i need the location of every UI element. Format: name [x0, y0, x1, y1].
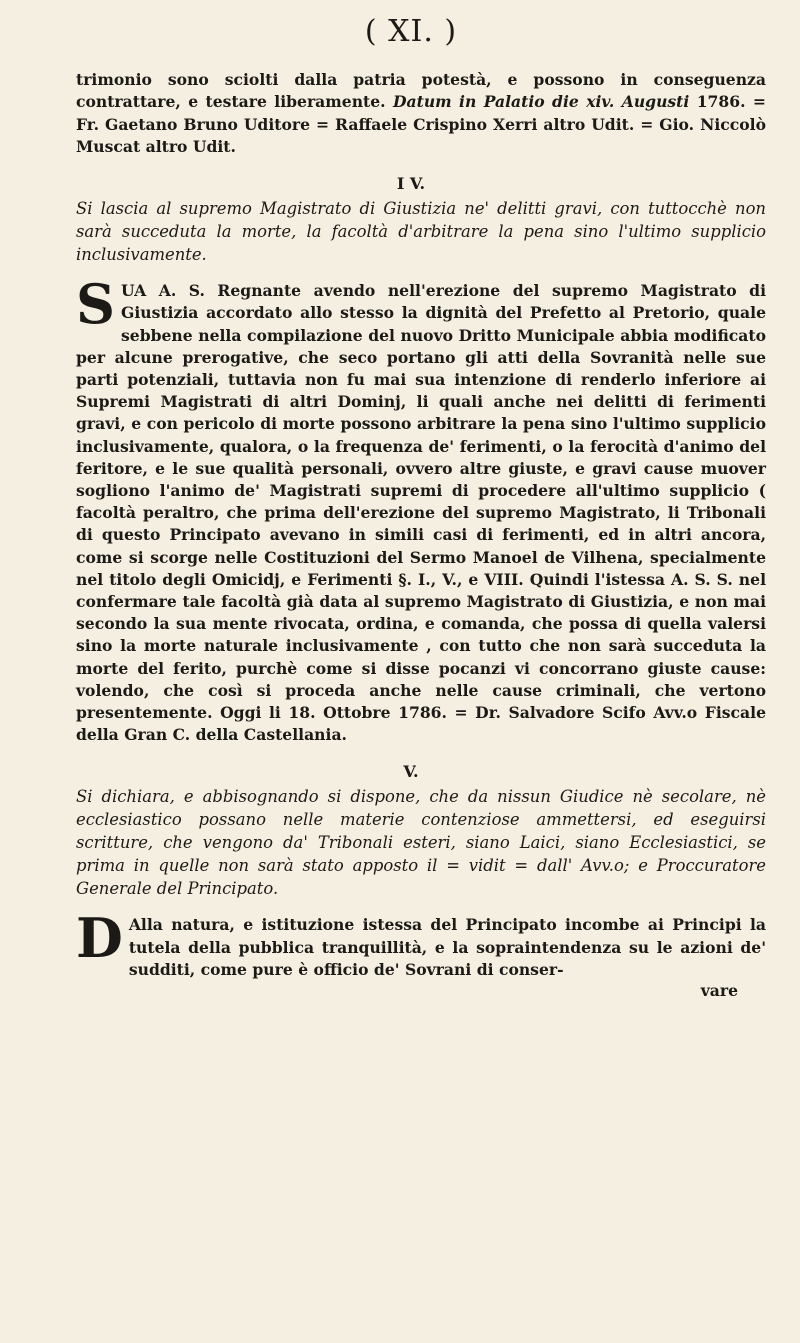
section-iv-heading: Si lascia al supremo Magistrato di Giustizia ne' delitti gravi, con tuttocchè non sarà succeduta la morte, la facoltà d'arbitrare la pena sino l'ultimo supplicio inclusivamente. — [76, 199, 766, 265]
section-v-heading: Si dichiara, e abbisognando si dispone, che da nissun Giudice nè secolare, nè ecclesiastico possano nelle materie contenziose ammettersi, ed eseguirsi scritture, che vengono da' Tribonali esteri, siano Laici, siano Ecclesiastici, se prima in quelle non sarà stato apposto il = vidit = dall' Avv.o; e Proccuratore Generale del Principato. — [76, 787, 766, 899]
section-iv-number: I V. — [396, 174, 426, 194]
section-iv-body — [76, 272, 766, 746]
section-v-body — [76, 906, 766, 981]
section-v-text: Alla natura, e istituzione istessa del Principato incombe ai Principi la tutela della pubblica tranquillità, e la sopraintendenza su le azioni de' sudditi, come pure è officio de' Sovrani di conser- — [128, 915, 766, 979]
page-number: ( XI. ) — [364, 14, 458, 49]
section-iv-dropcap: S — [76, 272, 115, 337]
section-v-number: V. — [403, 762, 419, 782]
section-v-dropcap: D — [76, 906, 123, 971]
intro-text: trimonio sono sciolti dalla patria potestà, e possono in conseguenza contrattare, e testare liberamente. — [76, 70, 766, 112]
section-iv-text: UA A. S. Regnante avendo nell'erezione del supremo Magistrato di Giustizia accordato allo stesso la dignità del Prefetto al Pretorio, quale sebbene nella compilazione del nuovo Dritto Municipale abbia modificato per alcune prerogative, che seco portano gli atti della Sovranità nelle sue parti potenziali, tuttavia non fu mai sua intenzione di renderlo inferiore ai Supremi Magistrati di altri Dominj, li quali anche nei delitti di ferimenti gravi, e con pericolo di morte possono arbitrare la pena sino l'ultimo supplicio inclusivamente, qualora, o la frequenza de' ferimenti, o la ferocità d'animo del feritore, e le sue qualità personali, ovvero altre giuste, e gravi cause muover sogliono l'animo de' Magistrati supremi di procedere all'ultimo supplicio ( facoltà peraltro, che prima dell'erezione del supremo Magistrato, li Tribonali di questo Principato avevano in simili casi di ferimenti, ed in altri ancora, come si scorge nelle Costituzioni del Sermo Manoel de Vilhena, specialmente nel titolo degli Omicidj, e Ferimenti §. I., V., e VIII. Quindi l'istessa A. S. S. nel confermare tale facoltà già data al supremo Magistrato di Giustizia, e non mai secondo la sua mente rivocata, ordina, e comanda, che possa di quella valersi sino la morte naturale inclusivamente , con tutto che non sarà succeduta la morte del ferito, purchè come si disse pocanzi vi concorrano giuste cause: volendo, che così si proceda anche nelle cause criminali, che vertono presentemente. Oggi li 18. Ottobre 1786. = Dr. Salvadore Scifo Avv.o Fiscale della Gran C. della Castellania. — [76, 281, 766, 745]
intro-signatures: 1786. = Fr. Gaetano Bruno Uditore = Raffaele Crispino Xerri altro Udit. = Gio. Niccolò Muscat altro Udit. — [76, 92, 766, 156]
intro-paragraph — [76, 69, 766, 158]
intro-datum: Datum in Palatio die xiv. Augusti — [392, 92, 690, 112]
catchword: vare — [700, 981, 738, 1001]
